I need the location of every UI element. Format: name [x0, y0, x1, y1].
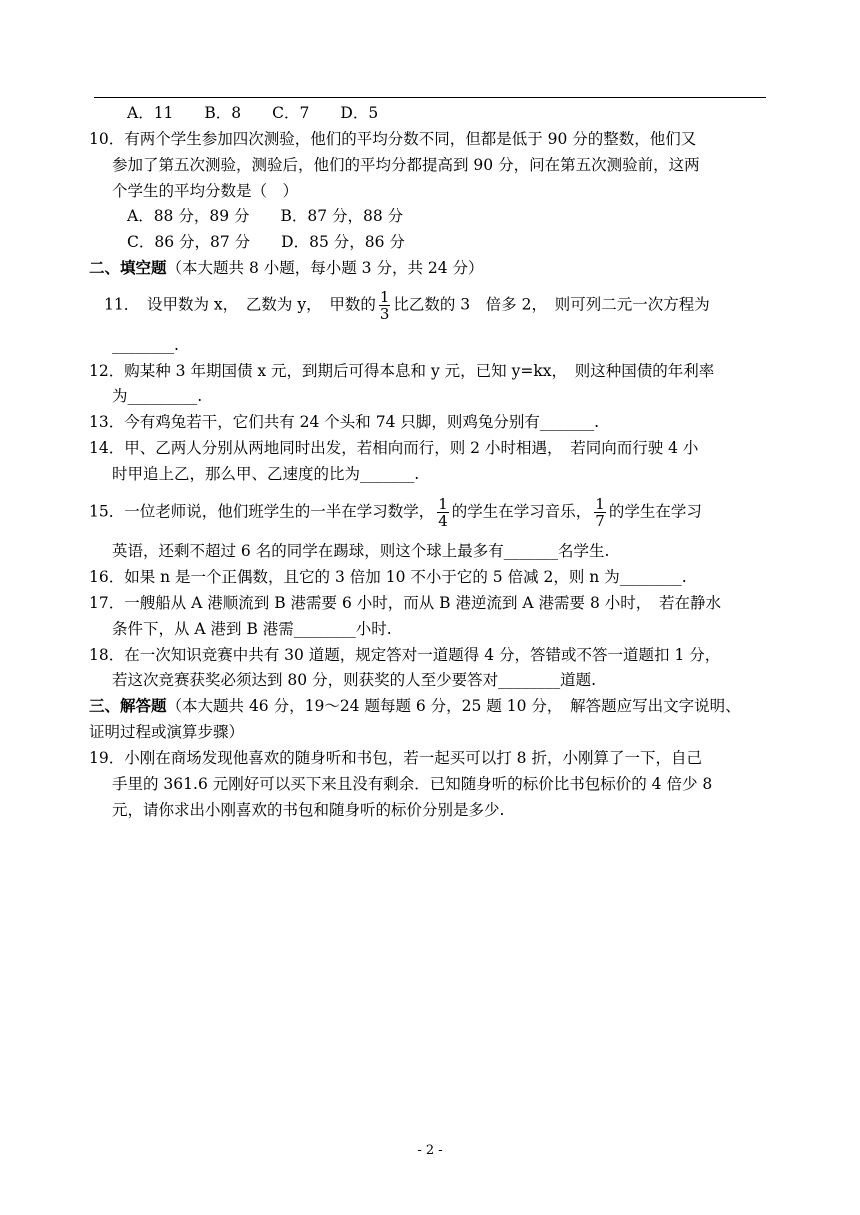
q15-frac1-num: 1	[438, 495, 448, 513]
q9-options: A．11 B．8 C．7 D．5	[127, 104, 379, 122]
q15-pre: 15．一位老师说，他们班学生的一半在学习数学，	[89, 502, 435, 521]
q18-line-2: 若这次竞赛获奖必须达到 80 分，则获奖的人至少要答对________道题.	[112, 671, 597, 689]
section-two-title: 二、填空题	[89, 258, 167, 277]
q11-frac-num: 1	[379, 288, 390, 306]
q10-options-cd: C．86 分，87 分 D．85 分，86 分	[127, 233, 405, 251]
q19-line-3: 元，请你求出小刚喜欢的书包和随身听的标价分别是多少.	[112, 801, 505, 819]
q10-line-3: 个学生的平均分数是（ ）	[112, 182, 299, 200]
q15-post: 的学生在学习	[608, 502, 702, 521]
q12-line-1: 12．购某种 3 年期国债 x 元，到期后可得本息和 y 元，已知 y=kx， 则这种国债的年利率	[89, 362, 715, 380]
q15-frac2-num: 1	[595, 495, 605, 513]
q19-line-2: 手里的 361.6 元刚好可以买下来且没有剩余．已知随身听的标价比书包标价的 4 倍少 8	[112, 775, 713, 793]
section-two-heading	[89, 258, 484, 278]
q11-frac-den: 3	[379, 305, 390, 323]
q11-pre: 11． 设甲数为 x， 乙数为 y， 甲数的	[104, 295, 376, 314]
q11-fraction	[379, 289, 391, 322]
q15-fraction-1	[437, 496, 449, 529]
q13: 13．今有鸡兔若干，它们共有 24 个头和 74 只脚，则鸡兔分别有_______.	[89, 413, 600, 431]
section-three-title: 三、解答题	[89, 696, 167, 715]
q11-post: 比乙数的 3 倍多 2， 则可列二元一次方程为	[393, 295, 710, 314]
q15-fraction-2	[594, 496, 606, 529]
q10-line-2: 参加了第五次测验，测验后，他们的平均分都提高到 90 分，问在第五次测验前，这两	[112, 156, 700, 174]
q10-options-ab: A．88 分，89 分 B．87 分，88 分	[127, 207, 404, 225]
q14-line-2: 时甲追上乙，那么甲、乙速度的比为_______.	[112, 465, 420, 483]
q19-line-1: 19．小刚在商场发现他喜欢的随身听和书包，若一起买可以打 8 折，小刚算了一下，自己	[89, 749, 702, 767]
header-rule	[94, 97, 766, 98]
q18-line-1: 18．在一次知识竞赛中共有 30 道题，规定答对一道题得 4 分，答错或不答一道题扣 1 分，	[89, 646, 721, 664]
q15-frac2-den: 7	[595, 512, 605, 530]
q15-frac1-den: 4	[438, 512, 448, 530]
q17-line-1: 17．一艘船从 A 港顺流到 B 港需要 6 小时，而从 B 港逆流到 A 港需要 8 小时， 若在静水	[89, 594, 721, 612]
section-three-desc: （本大题共 46 分，19～24 题每题 6 分，25 题 10 分， 解答题应写出文字说明、	[166, 697, 741, 715]
q12-line-2: 为_________.	[112, 387, 203, 405]
q10-line-1: 10．有两个学生参加四次测验，他们的平均分数不同，但都是低于 90 分的整数，他们又	[89, 130, 697, 148]
q11-line-1	[104, 289, 710, 322]
q11-line-2: ________.	[112, 336, 179, 354]
section-three-desc-2: 证明过程或演算步骤）	[89, 723, 245, 741]
page-number: - 2 -	[417, 1143, 443, 1158]
q15-mid: 的学生在学习音乐，	[451, 502, 592, 521]
q15-line-2: 英语，还剩不超过 6 名的同学在踢球，则这个球上最多有_______名学生.	[112, 542, 610, 560]
q16: 16．如果 n 是一个正偶数，且它的 3 倍加 10 不小于它的 5 倍减 2，则 n 为________.	[89, 568, 687, 586]
q14-line-1: 14．甲、乙两人分别从两地同时出发，若相向而行，则 2 小时相遇， 若同向而行驶 4 小	[89, 439, 699, 457]
q17-line-2: 条件下，从 A 港到 B 港需________小时.	[112, 620, 392, 638]
q15-line-1	[89, 496, 702, 529]
section-two-desc: （本大题共 8 小题，每小题 3 分，共 24 分）	[166, 259, 484, 277]
section-three-heading	[89, 696, 741, 716]
